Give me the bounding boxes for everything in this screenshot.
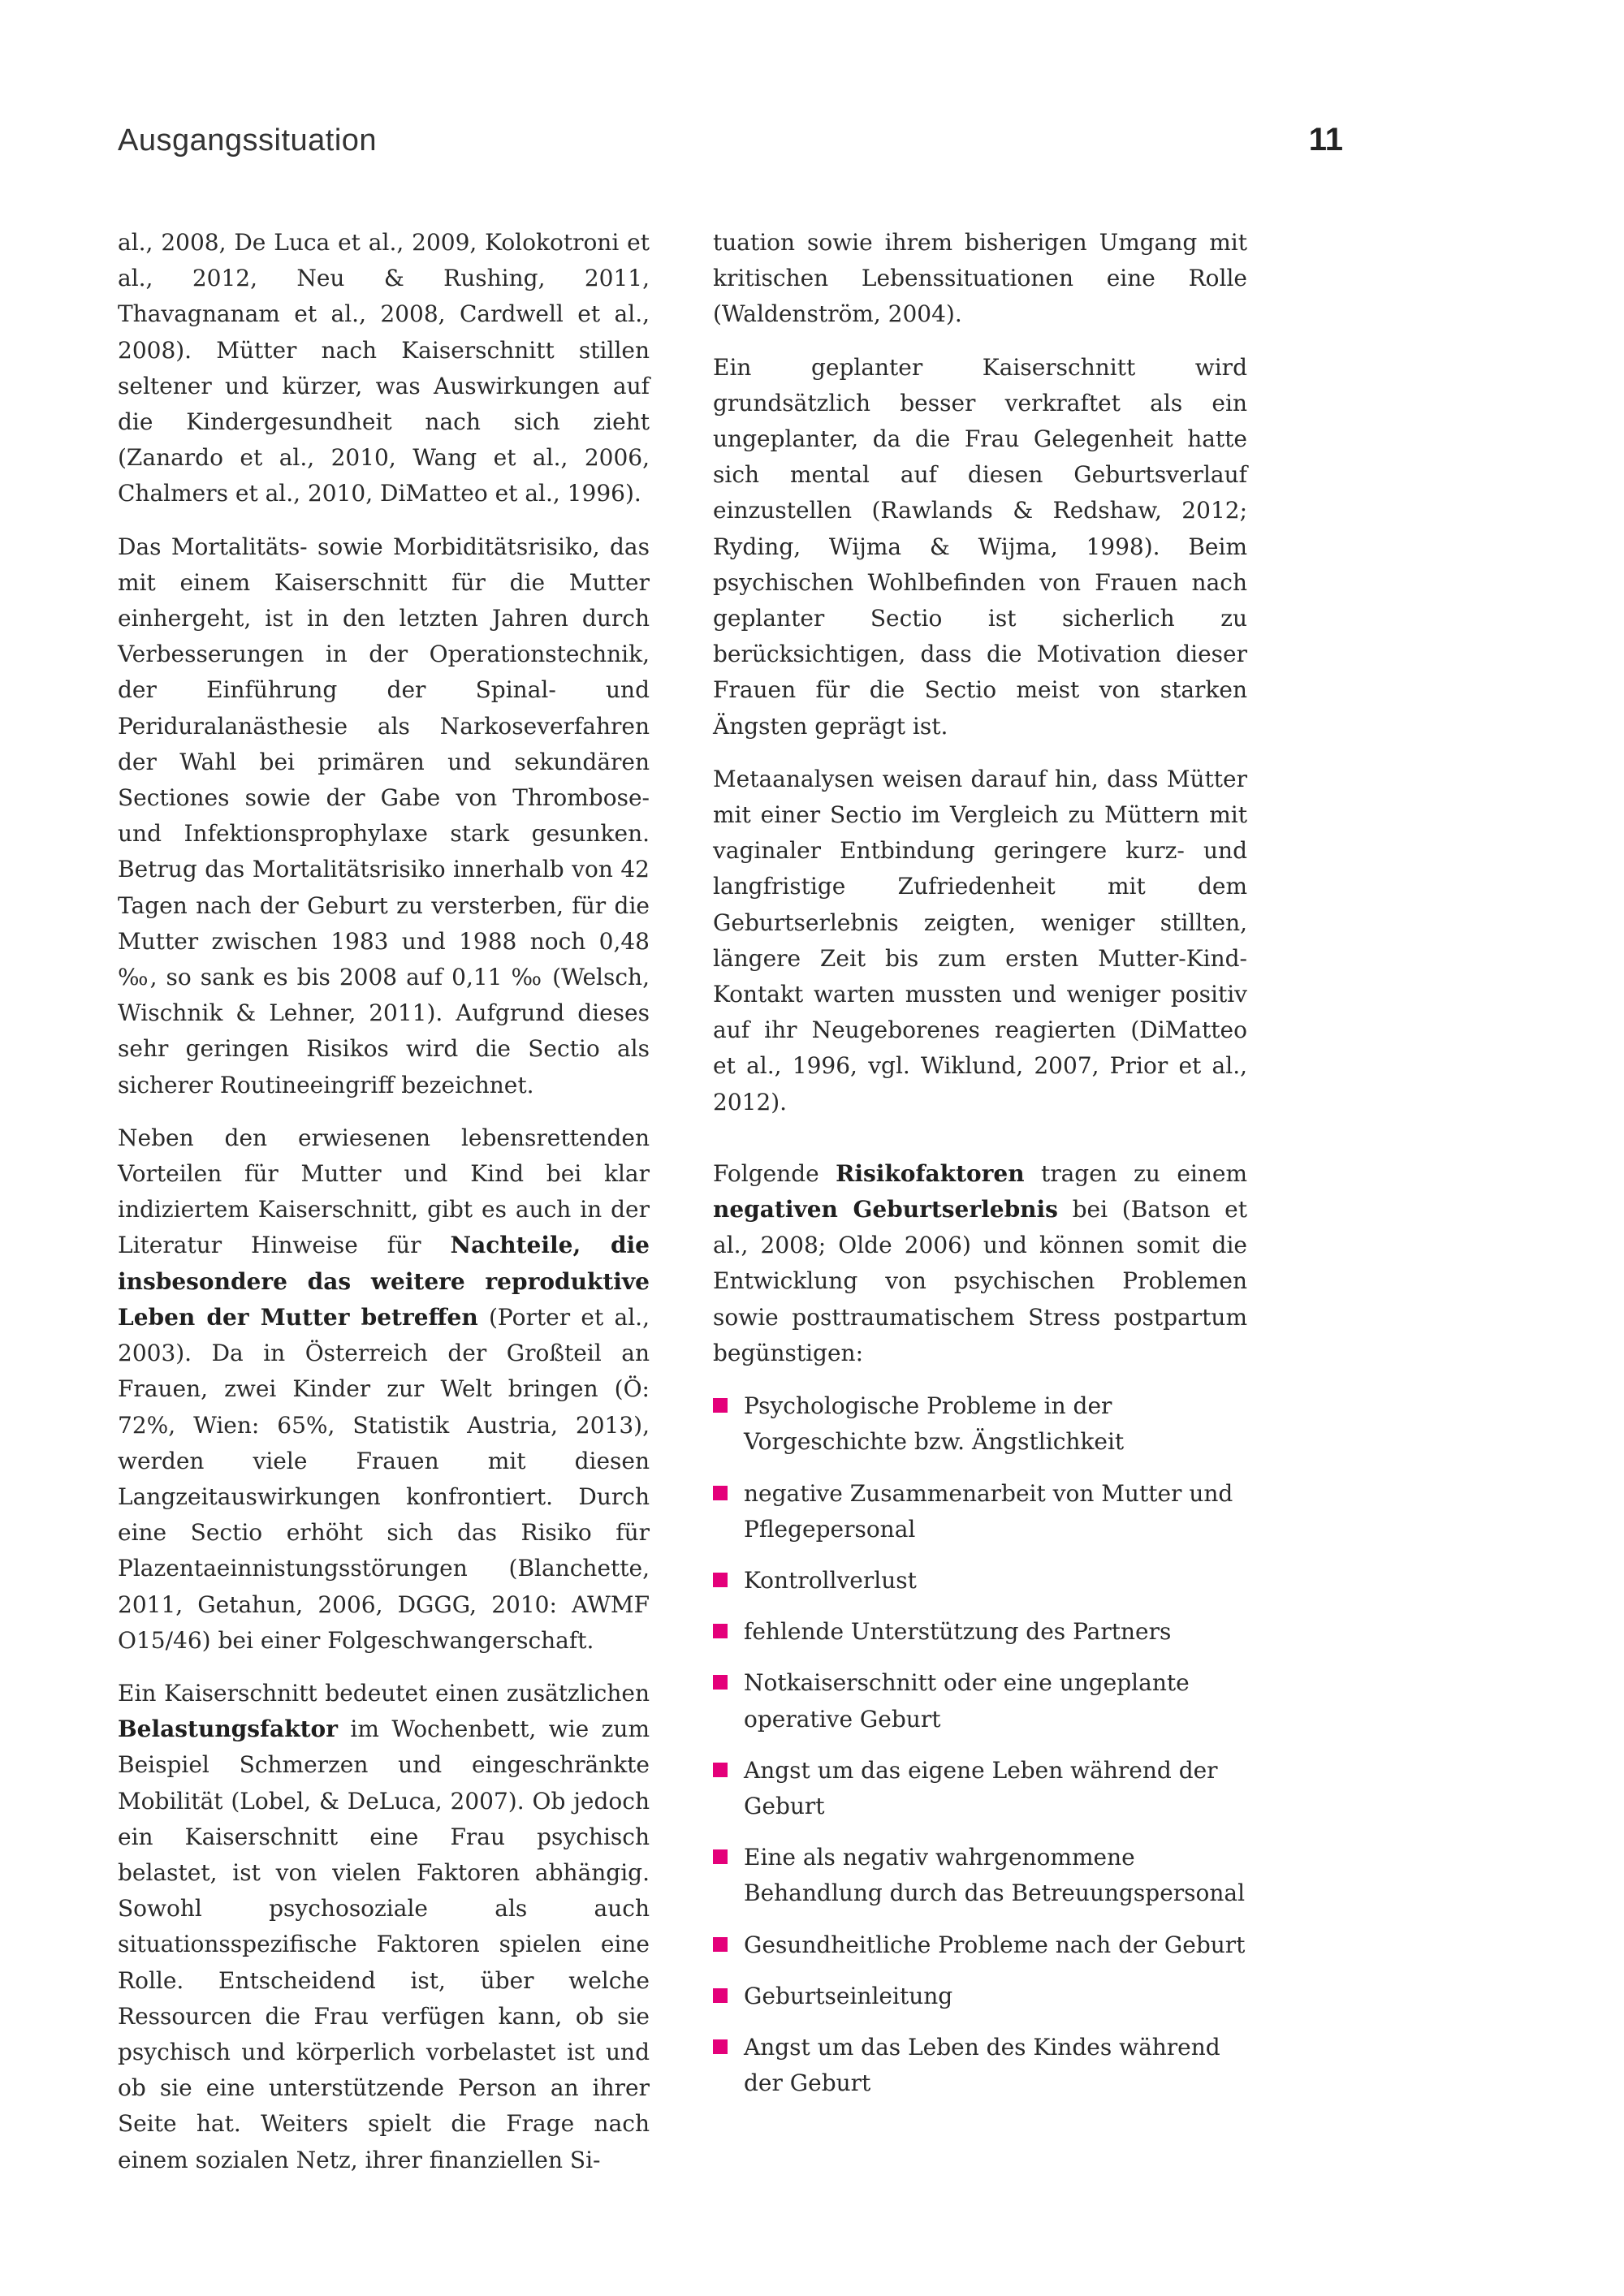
paragraph [118,1676,650,2178]
square-bullet-icon [713,1937,728,1952]
page-number: 11 [1308,122,1343,158]
paragraph: al., 2008, De Luca et al., 2009, Kolokotroni et al., 2012, Neu & Rushing, 2011, Thavagnanam et al., 2008, Cardwell et al., 2008). Mütter nach Kaiserschnitt stillen seltener und kürzer, was Auswirkungen auf die Kindergesundheit nach sich zieht (Zanardo et al., 2010, Wang et al., 2006, Chalmers et al., 2010, DiMatteo et al., 1996). [118,229,650,507]
list-item-text: negative Zusammenarbeit von Mutter und Pflegepersonal [744,1479,1233,1543]
list-item-text: Geburtseinleitung [744,1982,953,2009]
list-item [713,1840,1247,1911]
square-bullet-icon [713,1573,728,1587]
paragraph: Ein geplanter Kaiserschnitt wird grundsätzlich besser verkraftet als ein ungeplanter, da die Frau Gelegenheit hatte sich mental auf diesen Geburtsverlauf einzustellen (Rawlands & Redshaw, 2012; Ryding, Wijma & Wijma, 1998). Beim psychischen Wohlbefinden von Frauen nach geplanter Sectio ist sicherlich zu berücksichtigen, dass die Motivation dieser Frauen für die Sectio meist von starken Ängsten geprägt ist. [713,353,1247,740]
text-run: Ein Kaiserschnitt bedeutet einen zusätzlichen [118,1679,650,1707]
list-item [713,1476,1247,1547]
bold-emphasis: Nachteile, die insbesondere das weitere reproduktive Leben der Mutter betreffen [118,1232,650,1331]
bold-emphasis: negativen Geburtserlebnis [713,1196,1058,1224]
paragraph [713,1156,1247,1371]
bold-emphasis: Risikofaktoren [836,1159,1025,1187]
text-run: bei (Batson et al., 2008; Olde 2006) und können somit die Entwicklung von psychischen Problemen sowie posttraumatischem Stress postpartum begünstigen: [713,1196,1247,1366]
list-item [713,1753,1247,1824]
list-item-text: Notkaiserschnitt oder eine ungeplante operative Geburt [744,1669,1190,1733]
square-bullet-icon [713,1486,728,1500]
list-item [713,2030,1247,2101]
paragraph: Metaanalysen weisen darauf hin, dass Mütter mit einer Sectio im Vergleich zu Müttern mit vaginaler Entbindung geringere kurz- und langfristige Zufriedenheit mit dem Geburtserlebnis zeigten, weniger stillten, längere Zeit bis zum ersten Mutter-Kind-Kontakt warten mussten und weniger positiv auf ihr Neugeborenes reagierten (DiMatteo et al., 1996, vgl. Wiklund, 2007, Prior et al., 2012). [713,765,1247,1116]
bold-emphasis: Belastungsfaktor [118,1716,338,1743]
list-item-text: fehlende Unterstützung des Partners [744,1618,1172,1646]
square-bullet-icon [713,1624,728,1638]
text-run: Folgende [713,1159,836,1187]
paragraph: tuation sowie ihrem bisherigen Umgang mit kritischen Lebenssituationen eine Rolle (Waldenström, 2004). [713,229,1247,328]
square-bullet-icon [713,2039,728,2054]
text-run: im Wochenbett, wie zum Beispiel Schmerzen und eingeschränkte Mobilität (Lobel, & DeLuca, 2007). Ob jedoch ein Kaiserschnitt eine Frau psychisch belastet, ist von vielen Faktoren abhängig. Sowohl psychosoziale als auch situationsspezifische Faktoren spielen eine Rolle. Entscheidend ist, über welche Ressourcen die Frau verfügen kann, ob sie psychisch und körperlich vorbelastet ist und ob sie eine unterstützende Person an ihrer Seite hat. Weiters spielt die Frage nach einem sozialen Netz, ihrer finanziellen Si- [118,1716,650,2173]
list-item-text: Eine als negativ wahrgenommene Behandlung durch das Betreuungspersonal [744,1844,1246,1907]
paragraph: Das Mortalitäts- sowie Morbiditätsrisiko, das mit einem Kaiserschnitt für die Mutter einhergeht, ist in den letzten Jahren durch Verbesserungen in der Operationstechnik, der Einführung der Spinal- und Periduralanästhesie als Narkoseverfahren der Wahl bei primären und sekundären Sectiones sowie der Gabe von Thrombose- und Infektionsprophylaxe stark gesunken. Betrug das Mortalitätsrisiko innerhalb von 42 Tagen nach der Geburt zu versterben, für die Mutter zwischen 1983 und 1988 noch 0,48 ‰, so sank es bis 2008 auf 0,11 ‰ (Welsch, Wischnik & Lehner, 2011). Aufgrund dieses sehr geringen Risikos wird die Sectio als sicherer Routineeingriff bezeichnet. [118,533,650,1098]
square-bullet-icon [713,1988,728,2003]
list-item [713,1614,1247,1650]
square-bullet-icon [713,1763,728,1777]
list-item [713,1388,1247,1460]
left-column [118,225,650,2195]
risk-factor-list [713,1388,1247,2101]
list-item [713,1563,1247,1599]
list-item-text: Psychologische Probleme in der Vorgeschichte bzw. Ängstlichkeit [744,1392,1125,1456]
paragraph [118,1120,650,1659]
right-column [713,225,1247,2117]
list-item-text: Kontrollverlust [744,1566,917,1594]
square-bullet-icon [713,1675,728,1690]
square-bullet-icon [713,1849,728,1864]
square-bullet-icon [713,1398,728,1413]
list-item [713,1979,1247,2014]
running-title: Ausgangssituation [118,123,378,158]
list-item-text: Gesundheitliche Probleme nach der Geburt [744,1931,1246,1958]
list-item [713,1665,1247,1737]
list-item [713,1927,1247,1963]
text-run: tragen zu einem [1024,1159,1247,1187]
text-run: Neben den erwiesenen lebensrettenden Vorteilen für Mutter und Kind bei klar indiziertem Kaiserschnitt, gibt es auch in der Literatur Hinweise für [118,1124,650,1259]
text-run: (Porter et al., 2003). Da in Österreich der Großteil an Frauen, zwei Kinder zur Welt bringen (Ö: 72%, Wien: 65%, Statistik Austria, 2013), werden viele Frauen mit diesen Langzeitauswirkungen konfrontiert. Durch eine Sectio erhöht sich das Risiko für Plazentaeinnistungsstörungen (Blanchette, 2011, Getahun, 2006, DGGG, 2010: AWMF O15/46) bei einer Folgeschwangerschaft. [118,1303,650,1654]
list-item-text: Angst um das Leben des Kindes während der Geburt [744,2033,1220,2097]
list-item-text: Angst um das eigene Leben während der Geburt [744,1756,1218,1819]
